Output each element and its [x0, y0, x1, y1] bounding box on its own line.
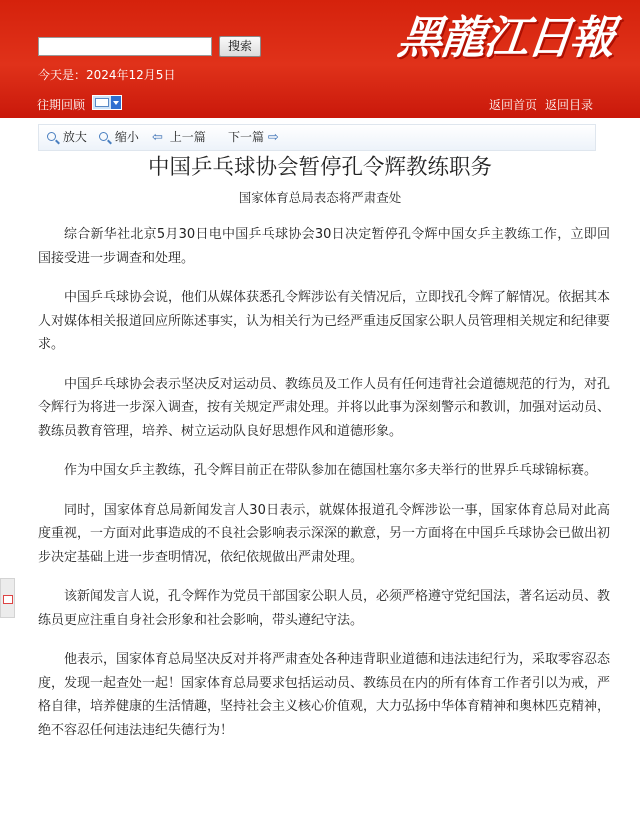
zoom-out-icon: [99, 132, 108, 141]
article-title: 中国乒乓球协会暂停孔令辉教练职务: [147, 155, 492, 180]
article-subtitle: 国家体育总局表态将严肃查处: [238, 190, 402, 205]
next-article-label: 下一篇: [228, 130, 265, 144]
newspaper-logo: 黑龍江日報: [395, 11, 616, 64]
side-float-widget[interactable]: [0, 578, 15, 618]
zoom-out-label: 缩小: [114, 130, 139, 144]
article-paragraph: 该新闻发言人说，孔令辉作为党员干部国家公职人员，必须严格遵守党纪国法，著名运动员、教练员更应注重自身社会形象和社会影响，带头遵纪守法。: [38, 589, 611, 628]
chevron-down-icon[interactable]: [111, 96, 121, 109]
site-header: [0, 0, 640, 118]
back-to-toc-link[interactable]: 返回目录: [545, 98, 594, 112]
zoom-in-icon: [47, 132, 56, 141]
search-input[interactable]: [38, 37, 212, 56]
calendar-dropdown[interactable]: [92, 95, 122, 110]
article-paragraph: 作为中国女乒主教练，孔令辉目前正在带队参加在德国杜塞尔多夫举行的世界乒乓球锦标赛。: [64, 463, 598, 478]
article-paragraph: 综合新华社北京5月30日电中国乒乓球协会30日决定暂停孔令辉中国女乒主教练工作，立即回国接受进一步调查和处理。: [38, 227, 610, 266]
calendar-icon: [3, 595, 13, 604]
article-body: [38, 223, 610, 758]
calendar-icon: [95, 98, 109, 107]
next-article-button[interactable]: [228, 125, 282, 150]
back-to-home-link[interactable]: 返回首页: [489, 98, 538, 112]
back-issues-label: 往期回顾: [37, 98, 86, 112]
previous-article-label: 上一篇: [169, 130, 206, 144]
article-paragraph: 他表示，国家体育总局坚决反对并将严肃查处各种违背职业道德和违法违纪行为，采取零容忍态度，发现一起查处一起！国家体育总局要求包括运动员、教练员在内的所有体育工作者引以为戒，严格自律，培养健康的生活情趣，坚持社会主义核心价值观，大力弘扬中华体育精神和奥林匹克精神，绝不容忍任何违法违纪失德行为！: [38, 652, 611, 738]
zoom-in-label: 放大: [62, 130, 87, 144]
article-toolbar: [38, 124, 596, 151]
zoom-out-button[interactable]: [99, 125, 139, 150]
search-button[interactable]: 搜索: [219, 36, 261, 57]
article-paragraph: 中国乒乓球协会说，他们从媒体获悉孔令辉涉讼有关情况后，立即找孔令辉了解情况。依据其本人对媒体相关报道回应所陈述事实，认为相关行为已经严重违反国家公职人员管理相关规定和纪律要求。: [38, 290, 611, 352]
current-date: 今天是：2024年12月5日: [38, 68, 176, 82]
previous-article-button[interactable]: [152, 125, 206, 150]
next-article-icon: ⇨: [267, 130, 279, 145]
article-paragraph: 中国乒乓球协会表示坚决反对运动员、教练员及工作人员有任何违背社会道德规范的行为，对孔令辉行为将进一步深入调查，按有关规定严肃处理。并将以此事为深刻警示和教训，加强对运动员、教练员教育管理，培养、树立运动队良好思想作风和道德形象。: [38, 376, 611, 439]
zoom-in-button[interactable]: [47, 125, 87, 150]
previous-article-icon: ⇦: [152, 130, 163, 145]
article-paragraph: 同时，国家体育总局新闻发言人30日表示，就媒体报道孔令辉涉讼一事，国家体育总局对此高度重视，一方面对此事造成的不良社会影响表示深深的歉意，另一方面将在中国乒乓球协会已做出初步决定基础上进一步查明情况，依纪依规做出严肃处理。: [38, 502, 611, 565]
